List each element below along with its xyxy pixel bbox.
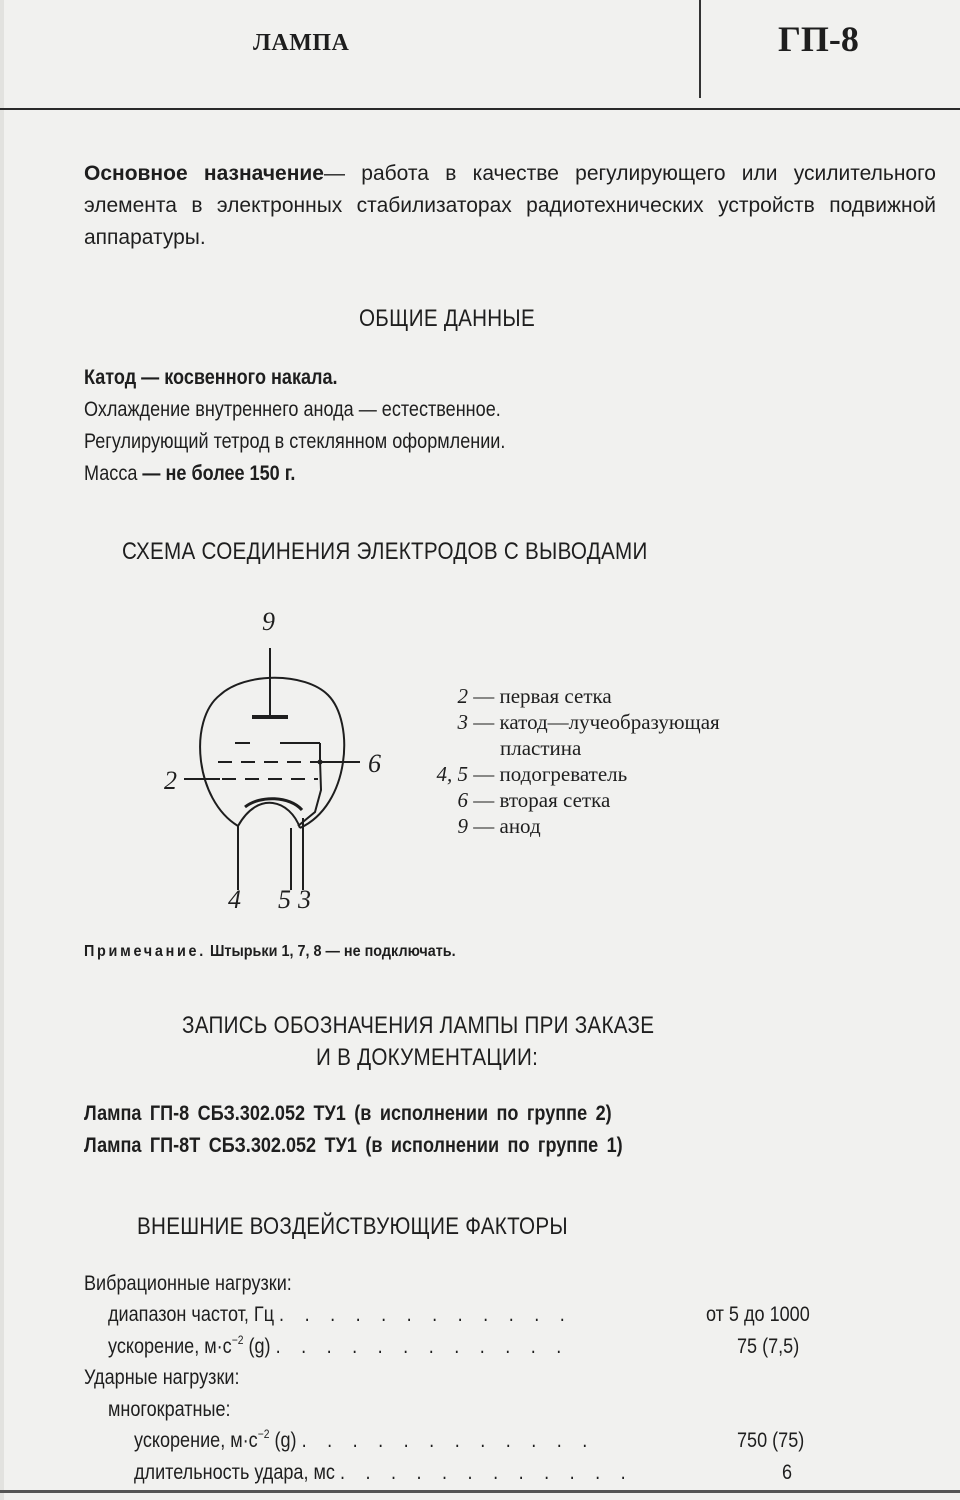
legend-row: 4, 5 — подогреватель: [436, 762, 628, 786]
shock-heading: Ударные нагрузки:: [84, 1366, 240, 1389]
vibration-freq-value: от 5 до 1000: [706, 1303, 810, 1326]
pin-label-5: 5: [278, 885, 291, 914]
tube-schematic: [150, 600, 410, 920]
pin-label-3: 3: [298, 885, 311, 914]
scheme-title: СХЕМА СОЕДИНЕНИЯ ЭЛЕКТРОДОВ С ВЫВОДАМИ: [122, 538, 648, 565]
order-line: Лампа ГП-8 СБЗ.302.052 ТУ1 (в исполнении по группе 2): [84, 1102, 612, 1125]
shock-duration-value: 6: [782, 1461, 793, 1484]
legend-row: 3 — катод—лучеобразующая: [457, 710, 720, 734]
legend-row: 9 — анод: [457, 814, 541, 838]
legend-row: 6 — вторая сетка: [457, 788, 611, 812]
purpose-label: Основное назначение: [84, 162, 324, 185]
general-line-cathode: [84, 366, 338, 390]
header-divider: [699, 0, 701, 98]
purpose-text: — работа в качестве регулирующего или усилительного элемента в электронных стабилизаторах радиотехнических устройств подвижной аппаратуры.: [84, 162, 936, 249]
header-code: ГП-8: [778, 19, 859, 59]
cathode-text: — косвенного накала.: [136, 366, 338, 389]
shock-duration-label: длительность удара, мс: [134, 1461, 335, 1484]
shock-sub-heading: многократные:: [108, 1398, 231, 1421]
header-title: ЛАМПА: [253, 30, 350, 56]
vibration-freq-row: диапазон частот, Гц . . . . . . . . . . . .: [108, 1303, 573, 1326]
purpose-paragraph: [84, 158, 936, 254]
pin-label-2: 2: [164, 766, 177, 795]
note-label: Примечание.: [84, 943, 206, 960]
junction-dot: [318, 760, 323, 765]
cathode-label: Катод: [84, 366, 137, 389]
vibration-accel-label: ускорение, м·с: [108, 1335, 232, 1358]
pin-legend: [412, 684, 720, 840]
note-text: Штырьки 1, 7, 8 — не подключать.: [209, 943, 456, 960]
shock-accel-label: ускорение, м·с: [134, 1429, 258, 1452]
general-line-cooling: Охлаждение внутреннего анода — естественное.: [84, 398, 501, 421]
shock-duration-row: длительность удара, мс . . . . . . . . . . . .: [134, 1461, 634, 1484]
general-line-tetrode: Регулирующий тетрод в стеклянном оформлении.: [84, 430, 506, 453]
page-bottom-edge: [0, 1490, 960, 1493]
pin-label-6: 6: [368, 749, 381, 778]
vibration-freq-label: диапазон частот, Гц: [108, 1303, 275, 1326]
shock-accel-value: 750 (75): [737, 1429, 805, 1452]
mass-text: — не более 150 г.: [137, 462, 296, 485]
order-title-line1: ЗАПИСЬ ОБОЗНАЧЕНИЯ ЛАМПЫ ПРИ ЗАКАЗЕ: [182, 1012, 655, 1039]
vibration-accel-value: 75 (7,5): [737, 1335, 800, 1358]
order-line: Лампа ГП-8Т СБЗ.302.052 ТУ1 (в исполнении по группе 1): [84, 1134, 623, 1157]
order-title-line2: И В ДОКУМЕНТАЦИИ:: [316, 1044, 539, 1071]
mass-label: Масса: [84, 462, 138, 485]
shock-accel-row: ускорение, $м\cdot с^{-2}$ (g) . . . . . . . . . . . .: [134, 1427, 596, 1452]
page-edge-shadow: [0, 0, 4, 1500]
legend-row: пластина: [500, 736, 582, 760]
note: [84, 943, 456, 961]
pin-label-4: 4: [228, 885, 241, 914]
tube-envelope: [200, 678, 344, 828]
vibration-heading: Вибрационные нагрузки:: [84, 1272, 292, 1295]
vibration-accel-row: ускорение, $м\cdot с^{-2}$ (g) . . . . . . . . . . . .: [108, 1333, 570, 1358]
header-rule: [0, 108, 960, 110]
external-title: ВНЕШНИЕ ВОЗДЕЙСТВУЮЩИЕ ФАКТОРЫ: [137, 1213, 568, 1240]
pin-label-9: 9: [262, 607, 275, 636]
general-title: ОБЩИЕ ДАННЫЕ: [359, 305, 535, 332]
cathode-beam-connection: [298, 743, 321, 826]
general-line-mass: [84, 462, 295, 486]
legend-row: 2 — первая сетка: [457, 684, 612, 708]
